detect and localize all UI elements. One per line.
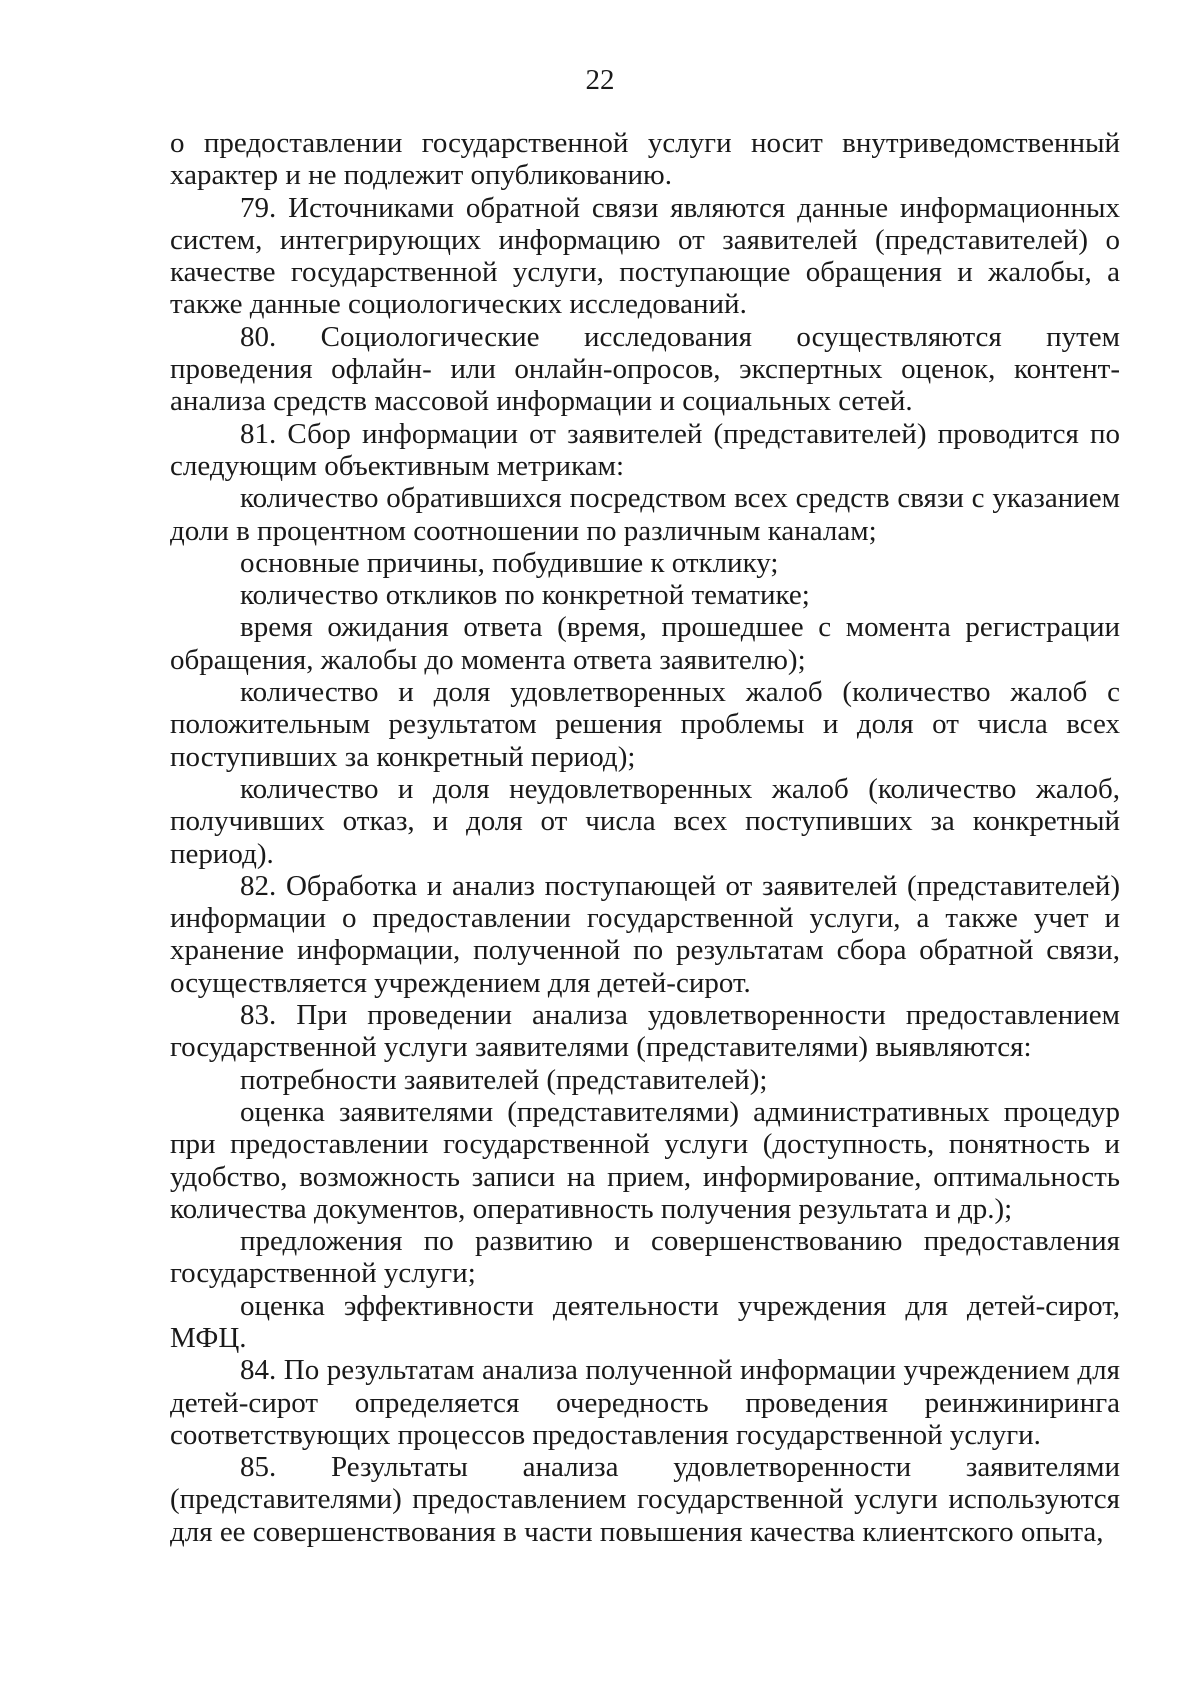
metric-item: количество обратившихся посредством всех средств связи с указанием доли в процентном соотношении по различным каналам;: [170, 482, 1120, 547]
analysis-item: оценка заявителями (представителями) административных процедур при предоставлении государственной услуги (доступность, понятность и удобство, возможность записи на прием, информирование, оптимальность количества документов, оперативность получения результата и др.);: [170, 1095, 1120, 1225]
paragraph-continuation: о предоставлении государственной услуги носит внутриведомственный характер и не подлежит опубликованию.: [170, 127, 1120, 192]
paragraph-83: 83. При проведении анализа удовлетворенности предоставлением государственной услуги заявителями (представителями) выявляются:: [170, 999, 1120, 1064]
paragraph-84: 84. По результатам анализа полученной информации учреждением для детей-сирот определяется очередность проведения реинжиниринга соответствующих процессов предоставления государственной услуги.: [170, 1354, 1120, 1451]
metric-item: основные причины, побудившие к отклику;: [240, 546, 779, 579]
paragraph-80: 80. Социологические исследования осуществляются путем проведения офлайн- или онлайн-опросов, экспертных оценок, контент-анализа средств массовой информации и социальных сетей.: [170, 320, 1120, 418]
paragraph-85: 85. Результаты анализа удовлетворенности заявителями (представителями) предоставлением государственной услуги используются для ее совершенствования в части повышения качества клиентского опыта,: [170, 1451, 1120, 1548]
paragraph-82: 82. Обработка и анализ поступающей от заявителей (представителей) информации о предоставлении государственной услуги, а также учет и хранение информации, полученной по результатам сбора обратной связи, осуществляется учреждением для детей-сирот.: [170, 869, 1120, 999]
analysis-item: предложения по развитию и совершенствованию предоставления государственной услуги;: [170, 1225, 1120, 1290]
metric-item: количество откликов по конкретной тематике;: [240, 579, 810, 612]
paragraph-79: 79. Источниками обратной связи являются данные информационных систем, интегрирующих информацию от заявителей (представителей) о качестве государственной услуги, поступающие обращения и жалобы, а также данные социологических исследований.: [170, 191, 1120, 321]
page-number: 22: [585, 64, 615, 96]
document-body: [170, 127, 1120, 1548]
analysis-item: оценка эффективности деятельности учреждения для детей-сирот, МФЦ.: [170, 1289, 1120, 1354]
metric-item: количество и доля неудовлетворенных жалоб (количество жалоб, получивших отказ, и доля от числа всех поступивших за конкретный период).: [170, 772, 1120, 870]
metric-item: количество и доля удовлетворенных жалоб (количество жалоб с положительным результатом решения проблемы и доля от числа всех поступивших за конкретный период);: [170, 676, 1120, 773]
paragraph-81: 81. Сбор информации от заявителей (представителей) проводится по следующим объективным метрикам:: [170, 417, 1120, 482]
metric-item: время ожидания ответа (время, прошедшее с момента регистрации обращения, жалобы до момента ответа заявителю);: [170, 611, 1120, 676]
analysis-item: потребности заявителей (представителей);: [240, 1063, 768, 1096]
